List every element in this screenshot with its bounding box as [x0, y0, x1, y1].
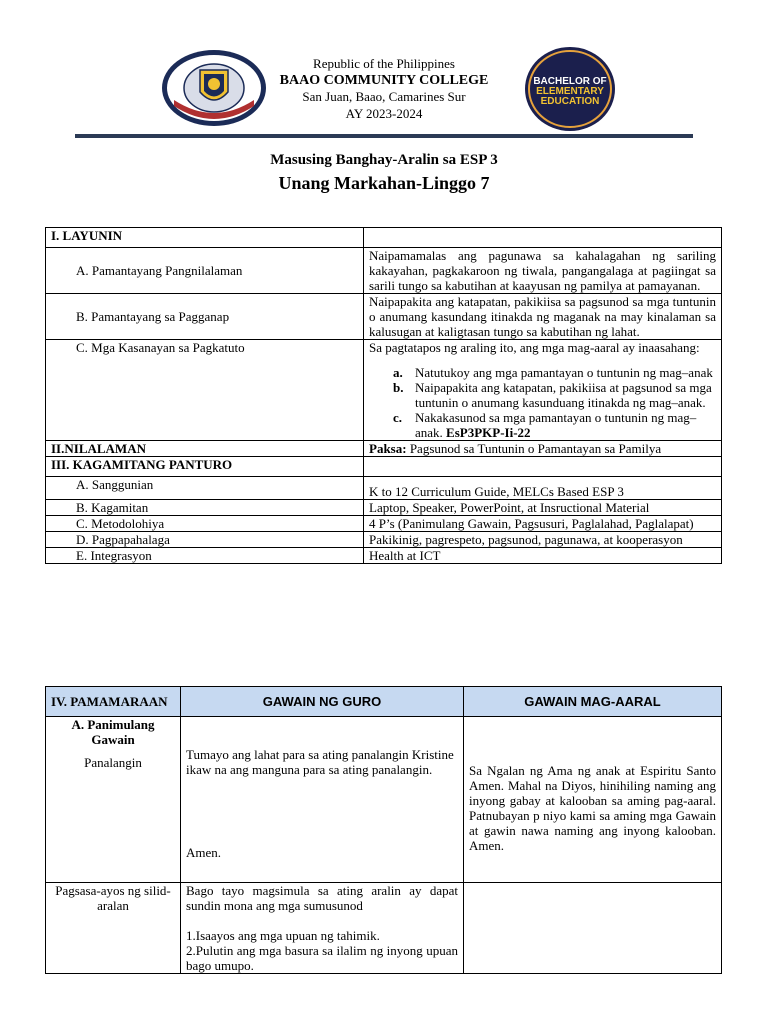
section-layunin: I. LAYUNIN	[46, 228, 364, 248]
section-kagamitan: III. KAGAMITANG PANTURO	[46, 457, 364, 477]
competency-list	[369, 365, 716, 440]
college-name: BAAO COMMUNITY COLLEGE	[279, 72, 489, 88]
col-pamamaraan: IV. PAMAMARAAN	[46, 687, 181, 717]
row-value: Naipapakita ang katapatan, pakikiisa sa pagsunod sa mga tuntunin o anumang kasundang itinakda ng maganak na may kinalaman sa kalusugan at kaligtasan tungo sa kabutihan ng lahat.	[364, 294, 722, 340]
table-row	[46, 477, 722, 500]
row-value: Laptop, Speaker, PowerPoint, at Insructional Material	[364, 500, 722, 516]
table-row	[46, 248, 722, 294]
table-row	[46, 548, 722, 564]
beed-logo	[524, 46, 616, 132]
step-label: Panalangin	[84, 755, 142, 770]
republic-line: Republic of the Philippines	[313, 56, 455, 71]
guro-cell: Bago tayo magsimula sa ating aralin ay dapat sundin mona ang mga sumusunod 1.Isaayos ang mga upuan ng tahimik. 2.Pulutin ang mga basura sa ilalim ng inyong upuan bago umupo.	[181, 883, 464, 974]
table-row	[46, 516, 722, 532]
row-label: A. Sanggunian	[46, 477, 364, 500]
competency-intro: Sa pagtatapos ng araling ito, ang mga mag-aaral ay inaasahang:	[369, 340, 700, 355]
col-gawain-guro: GAWAIN NG GURO	[181, 687, 464, 717]
row-label: C. Metodolohiya	[46, 516, 364, 532]
col-gawain-mag-aaral: GAWAIN MAG-AARAL	[464, 687, 722, 717]
table-row	[46, 883, 722, 974]
row-label: E. Integrasyon	[46, 548, 364, 564]
list-item: c. Nakakasunod sa mga pamantayan o tuntunin ng mag–anak. EsP3PKP-Ii-22	[393, 410, 697, 440]
row-label: B. Kagamitan	[46, 500, 364, 516]
row-value: Paksa: Pagsunod sa Tuntunin o Pamantayan sa Pamilya	[364, 441, 722, 457]
list-item: b. Naipapakita ang katapatan, pakikiisa at pagsunod sa mga tuntunin o anumang kasunduang itinakda ng mag–anak.	[393, 380, 712, 410]
objectives-table	[45, 227, 722, 564]
document-header	[0, 0, 768, 140]
row-label: A. Pamantayang Pangnilalaman	[46, 248, 364, 294]
lesson-plan-subtitle: Unang Markahan-Linggo 7	[278, 173, 490, 193]
row-label: D. Pagpapahalaga	[46, 532, 364, 548]
guro-cell: Tumayo ang lahat para sa ating panalangin Kristine ikaw na ang manguna para sa ating panalangin. Amen.	[181, 717, 464, 883]
step-heading: A. Panimulang Gawain	[71, 717, 155, 747]
table-row	[46, 717, 722, 883]
table-row	[46, 532, 722, 548]
row-value: Naipamamalas ang pagunawa sa kahalagahan ng sariling kakayahan, pagkakaroon ng tiwala, pangangalaga at pagiingat sa sarili tungo sa kabutihan at kaayusan ng pamilya at pamayanan.	[364, 248, 722, 294]
college-address: San Juan, Baao, Camarines Sur	[302, 89, 466, 104]
table-row	[46, 500, 722, 516]
table-row	[46, 228, 722, 248]
row-value: Pakikinig, pagrespeto, pagsunod, pagunawa, at kooperasyon	[364, 532, 722, 548]
mag-aaral-cell	[464, 883, 722, 974]
lesson-plan-title: Masusing Banghay-Aralin sa ESP 3	[270, 152, 498, 168]
svg-text:EDUCATION: EDUCATION	[540, 96, 600, 107]
row-label: B. Pamantayang sa Pagganap	[46, 294, 364, 340]
mag-aaral-cell: Sa Ngalan ng Ama ng anak at Espiritu Santo Amen. Mahal na Diyos, hinihiling naming ang inyong gabay at kalooban sa aming pag-aaral. Patnubayan p niyo kami sa aming mga Gawain at gawin nawa naming ang inyong kalooban. Amen.	[464, 717, 722, 883]
table-row	[46, 457, 722, 477]
table-row	[46, 340, 722, 441]
table-row	[46, 441, 722, 457]
row-label: C. Mga Kasanayan sa Pagkatuto	[46, 340, 364, 441]
procedure-table	[45, 686, 722, 974]
header-text	[250, 56, 518, 122]
svg-text:BACHELOR OF: BACHELOR OF	[533, 76, 607, 87]
header-divider	[75, 134, 693, 138]
row-label	[46, 717, 181, 883]
svg-text:ELEMENTARY: ELEMENTARY	[536, 86, 604, 97]
row-value	[364, 340, 722, 441]
row-value: Health at ICT	[364, 548, 722, 564]
row-value: 4 P’s (Panimulang Gawain, Pagsusuri, Paglalahad, Paglalapat)	[364, 516, 722, 532]
section-nilalaman: II.NILALAMAN	[46, 441, 364, 457]
competency-code: EsP3PKP-Ii-22	[446, 425, 531, 440]
academic-year: AY 2023-2024	[345, 105, 423, 121]
row-label: Pagsasa-ayos ng silid-aralan	[46, 883, 181, 974]
table-row	[46, 294, 722, 340]
table-header-row	[46, 687, 722, 717]
row-value: K to 12 Curriculum Guide, MELCs Based ESP 3	[364, 477, 722, 500]
list-item: a. Natutukoy ang mga pamantayan o tuntunin ng mag–anak	[393, 365, 713, 380]
